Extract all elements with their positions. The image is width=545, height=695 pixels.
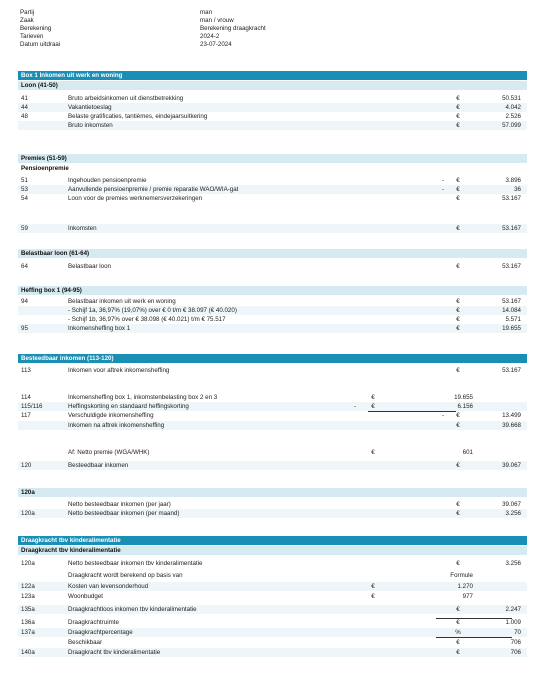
row-currency: € bbox=[456, 639, 460, 646]
row-description: Belaste gratificaties, tantièmes, eindejaarsuitkering bbox=[68, 113, 208, 120]
meta-value: man / vrouw bbox=[200, 17, 234, 24]
table-row bbox=[18, 103, 527, 112]
table-row bbox=[18, 297, 527, 306]
row-code: 95 bbox=[21, 325, 28, 332]
meta-value: Berekening draagkracht bbox=[200, 25, 266, 32]
section-title-besteedbaar: Besteedbaar inkomen (113-120) bbox=[18, 354, 527, 363]
row-code: 115/116 bbox=[21, 403, 43, 410]
row-description: Netto besteedbaar inkomen (per maand) bbox=[68, 510, 180, 517]
row-sign: - bbox=[353, 403, 357, 410]
row-code: 117 bbox=[21, 412, 31, 419]
row-currency: € bbox=[371, 403, 375, 410]
meta-label: Partij bbox=[20, 9, 35, 16]
meta-value: 2024-2 bbox=[200, 33, 220, 40]
row-code: 94 bbox=[21, 298, 28, 305]
row-description: Beschikbaar bbox=[68, 639, 103, 646]
row-currency: € bbox=[456, 122, 460, 129]
table-row bbox=[18, 194, 527, 203]
row-value: 53.167 bbox=[502, 367, 521, 374]
row-description: Draagkrachtpercentage bbox=[68, 629, 133, 636]
row-code: 41 bbox=[21, 95, 28, 102]
row-description: Inkomsten bbox=[68, 225, 97, 232]
row-code: 44 bbox=[21, 104, 28, 111]
row-value: 13.499 bbox=[502, 412, 521, 419]
row-value: 14.084 bbox=[502, 307, 521, 314]
row-code: 140a bbox=[21, 649, 35, 656]
table-row bbox=[18, 448, 527, 457]
row-currency: € bbox=[456, 422, 460, 429]
row-value: 39.067 bbox=[502, 462, 521, 469]
row-code: 137a bbox=[21, 629, 35, 636]
row-currency: € bbox=[456, 560, 460, 567]
row-currency: € bbox=[456, 186, 460, 193]
table-row bbox=[18, 185, 527, 194]
row-value: Formule bbox=[450, 572, 473, 579]
subsection-title-draagkracht: Draagkracht tbv kinderalimentatie bbox=[18, 546, 527, 555]
row-currency: € bbox=[456, 316, 460, 323]
row-code: 64 bbox=[21, 263, 28, 270]
row-code: 59 bbox=[21, 225, 28, 232]
row-description: Besteedbaar inkomen bbox=[68, 462, 129, 469]
row-currency: € bbox=[371, 394, 375, 401]
row-value: 5.571 bbox=[505, 316, 521, 323]
row-code: 123a bbox=[21, 593, 35, 600]
row-code: 122a bbox=[21, 583, 35, 590]
row-value: 53.167 bbox=[502, 298, 521, 305]
table-row bbox=[18, 402, 527, 411]
table-row bbox=[18, 366, 527, 375]
row-code: 113 bbox=[21, 367, 31, 374]
table-row bbox=[18, 315, 527, 324]
subsection-title-loon: Loon (41-50) bbox=[18, 81, 527, 90]
row-code: 54 bbox=[21, 195, 28, 202]
meta-value: man bbox=[200, 9, 213, 16]
row-description: Netto besteedbaar inkomen (per jaar) bbox=[68, 501, 171, 508]
table-row bbox=[18, 592, 527, 601]
row-code: 120 bbox=[21, 462, 32, 469]
row-value: 1.009 bbox=[505, 619, 521, 626]
row-description: Heffingskorting en standaard heffingskorting bbox=[68, 403, 189, 410]
row-value: 6.156 bbox=[457, 403, 473, 410]
row-value: 53.167 bbox=[502, 263, 521, 270]
row-currency: € bbox=[371, 593, 375, 600]
row-value: 53.167 bbox=[502, 195, 521, 202]
row-description: Draagkrachtloos inkomen tbv kinderalimentatie bbox=[68, 606, 197, 613]
row-description: Draagkrachtruimte bbox=[68, 619, 119, 626]
table-row bbox=[18, 176, 527, 185]
meta-label: Tarieven bbox=[20, 33, 44, 40]
table-row bbox=[18, 461, 527, 470]
subsection-title-premies: Premies (51-59) bbox=[18, 154, 527, 163]
section-title-draagkracht: Draagkracht tbv kinderalimentatie bbox=[18, 536, 527, 545]
table-row bbox=[18, 94, 527, 103]
table-row bbox=[18, 605, 527, 614]
row-description: Draagkracht wordt berekend op basis van bbox=[68, 572, 183, 579]
table-row bbox=[18, 571, 527, 580]
row-description: Inkomen na aftrek inkomensheffing bbox=[68, 422, 165, 429]
row-description: Inkomen voor aftrek inkomensheffing bbox=[68, 367, 170, 374]
row-currency: € bbox=[456, 649, 460, 656]
row-value: 601 bbox=[462, 449, 473, 456]
row-value: 3.256 bbox=[505, 560, 521, 567]
row-description: Af: Netto premie (WGA/WHK) bbox=[68, 449, 150, 456]
row-code: 114 bbox=[21, 394, 31, 401]
row-value: 19.655 bbox=[454, 394, 473, 401]
row-sign: - bbox=[441, 412, 445, 419]
row-description: Belastbaar loon bbox=[68, 263, 111, 270]
row-description: Netto besteedbaar inkomen tbv kinderalimentatie bbox=[68, 560, 203, 567]
row-value: 50.531 bbox=[502, 95, 521, 102]
table-row bbox=[18, 559, 527, 568]
row-value: 706 bbox=[510, 649, 521, 656]
row-value: 977 bbox=[462, 593, 473, 600]
row-currency: € bbox=[456, 298, 460, 305]
table-row bbox=[18, 411, 527, 420]
row-value: 57.099 bbox=[502, 122, 521, 129]
row-currency: € bbox=[456, 412, 460, 419]
table-row bbox=[18, 582, 527, 591]
table-row bbox=[18, 393, 527, 402]
row-description: Inkomensheffing box 1 bbox=[68, 325, 131, 332]
row-value: 39.067 bbox=[502, 501, 521, 508]
row-value: 70 bbox=[514, 629, 521, 636]
section-title-box1: Box 1 Inkomen uit werk en woning bbox=[18, 71, 527, 80]
table-row bbox=[18, 112, 527, 121]
table-row bbox=[18, 224, 527, 233]
row-description: Draagkracht tbv kinderalimentatie bbox=[68, 649, 161, 656]
row-description: Belastbaar inkomen uit werk en woning bbox=[68, 298, 176, 305]
row-currency: € bbox=[456, 606, 460, 613]
row-value: 3.256 bbox=[505, 510, 521, 517]
row-currency: € bbox=[456, 510, 460, 517]
row-code: 51 bbox=[21, 177, 28, 184]
row-description: Woonbudget bbox=[68, 593, 103, 600]
row-code: 136a bbox=[21, 619, 35, 626]
row-code: 120a bbox=[21, 510, 35, 517]
row-currency: € bbox=[456, 307, 460, 314]
row-description: Verschuldigde inkomensheffing bbox=[68, 412, 154, 419]
row-description: Vakantietoeslag bbox=[68, 104, 112, 111]
subsection-title-belastbaar-loon: Belastbaar loon (61-64) bbox=[18, 249, 527, 258]
table-row bbox=[18, 324, 527, 333]
row-description: - Schijf 1b, 36,97% over € 38.098 (€ 40.021) t/m € 75.517 bbox=[68, 316, 226, 323]
row-code: 135a bbox=[21, 606, 35, 613]
row-description: Ingehouden pensioenpremie bbox=[68, 177, 147, 184]
row-sign: - bbox=[441, 186, 445, 193]
row-value: 4.042 bbox=[505, 104, 521, 111]
row-value: 1.270 bbox=[457, 583, 473, 590]
meta-value: 23-07-2024 bbox=[200, 41, 232, 48]
row-currency: € bbox=[456, 501, 460, 508]
row-value: 2.247 bbox=[505, 606, 521, 613]
table-row bbox=[18, 121, 527, 130]
row-description: Bruto inkomsten bbox=[68, 122, 113, 129]
row-currency: € bbox=[456, 195, 460, 202]
row-currency: € bbox=[456, 104, 460, 111]
row-currency: € bbox=[456, 177, 460, 184]
row-currency: € bbox=[456, 95, 460, 102]
row-currency: € bbox=[456, 325, 460, 332]
table-row bbox=[18, 648, 527, 657]
row-value: 53.167 bbox=[502, 225, 521, 232]
row-currency: € bbox=[371, 449, 375, 456]
row-code: 53 bbox=[21, 186, 28, 193]
meta-label: Datum uitdraai bbox=[20, 41, 61, 48]
subsection-title-heffing: Heffing box 1 (94-95) bbox=[18, 286, 527, 295]
row-currency: € bbox=[456, 462, 460, 469]
row-code: 48 bbox=[21, 113, 28, 120]
table-row bbox=[18, 421, 527, 430]
row-description: Inkomensheffing box 1, inkomstenbelasting box 2 en 3 bbox=[68, 394, 218, 401]
row-value: 36 bbox=[514, 186, 521, 193]
row-description: Kosten van levensonderhoud bbox=[68, 583, 149, 590]
row-description: Bruto arbeidsinkomen uit dienstbetrekking bbox=[68, 95, 184, 102]
table-row bbox=[18, 618, 527, 627]
meta-label: Zaak bbox=[20, 17, 34, 24]
table-row bbox=[18, 500, 527, 509]
row-value: 39.668 bbox=[502, 422, 521, 429]
table-row bbox=[18, 262, 527, 271]
table-row bbox=[18, 509, 527, 518]
row-description: Aanvullende pensioenpremie / premie reparatie WAO/WIA-gat bbox=[68, 186, 239, 193]
table-row bbox=[18, 638, 527, 647]
row-currency: € bbox=[456, 225, 460, 232]
row-currency: € bbox=[456, 619, 460, 626]
row-code: 120a bbox=[21, 560, 35, 567]
row-description: Loon voor de premies werknemersverzekeringen bbox=[68, 195, 203, 202]
subsection-title-120a: 120a bbox=[18, 488, 527, 497]
subsection-title-pensioenpremie: Pensioenpremie bbox=[21, 165, 69, 172]
row-currency: € bbox=[371, 583, 375, 590]
row-sign: - bbox=[441, 177, 445, 184]
row-value: 706 bbox=[510, 639, 521, 646]
row-currency: € bbox=[456, 263, 460, 270]
row-value: 19.655 bbox=[502, 325, 521, 332]
meta-label: Berekening bbox=[20, 25, 52, 32]
row-currency: € bbox=[456, 113, 460, 120]
row-value: 3.896 bbox=[505, 177, 521, 184]
row-description: - Schijf 1a, 36,97% (19,07%) over € 0 t/m € 38.097 (€ 40.020) bbox=[68, 307, 237, 314]
table-row bbox=[18, 628, 527, 637]
row-value: 2.526 bbox=[505, 113, 521, 120]
row-currency: € bbox=[456, 367, 460, 374]
table-row bbox=[18, 306, 527, 315]
row-currency: % bbox=[455, 629, 461, 636]
